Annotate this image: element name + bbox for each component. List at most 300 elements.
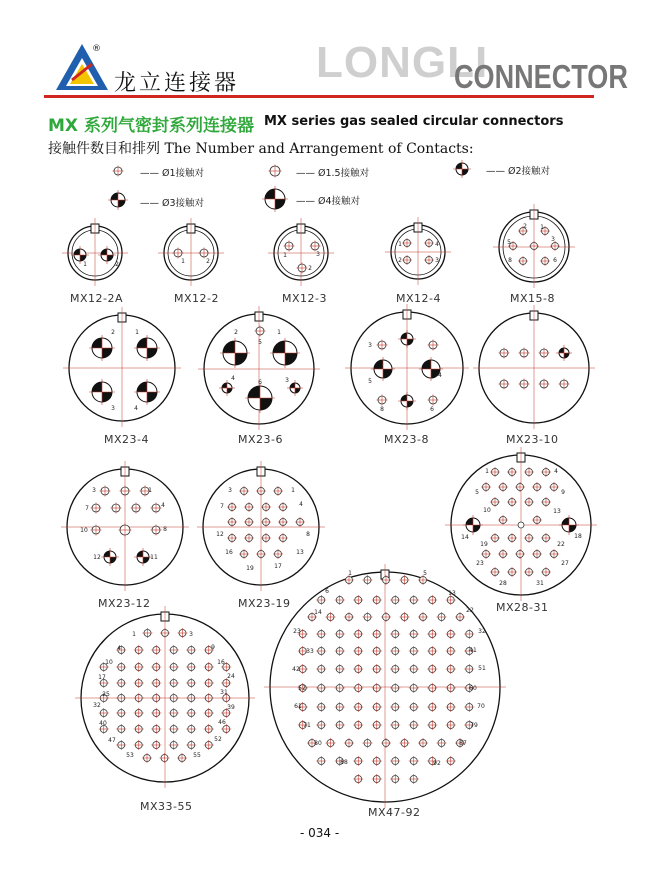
connector-label: MX23-19	[238, 597, 291, 610]
contact-icon	[111, 503, 122, 514]
contact-quadrant	[466, 518, 473, 525]
contact-icon	[409, 646, 419, 656]
contact-icon	[91, 503, 102, 514]
contact-icon	[186, 693, 196, 703]
large-contact-icon	[398, 392, 416, 410]
pin-number: 71	[303, 722, 311, 729]
pin-number: 40	[99, 720, 107, 727]
contact-icon	[455, 612, 465, 622]
pin-number: 2	[398, 257, 402, 264]
pin-number: 5	[475, 489, 479, 496]
contact-icon	[377, 340, 388, 351]
pin-number: 18	[574, 533, 582, 540]
contact-icon	[524, 497, 534, 507]
contact-icon	[99, 708, 109, 718]
contact-icon	[353, 756, 363, 766]
contact-icon	[427, 702, 437, 712]
contact-icon	[400, 738, 410, 748]
contact-icon	[390, 774, 400, 784]
contact-icon	[446, 702, 456, 712]
pin-number: 5	[507, 239, 511, 246]
contact-icon	[199, 248, 210, 259]
contact-icon	[269, 165, 282, 178]
contact-icon	[273, 549, 283, 559]
contact-icon	[344, 738, 354, 748]
contact-icon	[372, 683, 382, 693]
pin-number: 10	[105, 659, 113, 666]
contact-icon	[372, 629, 382, 639]
pin-number: 46	[218, 719, 226, 726]
connector-mx33-55	[75, 606, 255, 788]
contact-icon	[446, 720, 456, 730]
pin-number: 52	[214, 736, 222, 743]
large-contact-icon	[287, 380, 303, 396]
contact-icon	[227, 517, 237, 527]
contact-icon	[424, 238, 434, 248]
contact-icon	[169, 645, 179, 655]
contact-icon	[316, 595, 326, 605]
contact-icon	[353, 664, 363, 674]
pin-number: 4	[231, 375, 235, 382]
contact-icon	[178, 628, 188, 638]
legend-label-d1: —— Ø1接触对	[140, 168, 205, 179]
contact-quadrant	[118, 200, 125, 207]
large-contact-icon	[89, 379, 115, 405]
pin-number: 3	[435, 257, 439, 264]
contact-icon	[335, 664, 345, 674]
contact-icon	[316, 629, 326, 639]
contact-icon	[539, 379, 550, 390]
contact-icon	[539, 348, 550, 359]
pin-number: 22	[466, 607, 474, 614]
contact-icon	[186, 678, 196, 688]
contact-quadrant	[110, 557, 116, 563]
pin-number: 92	[433, 760, 441, 767]
contact-icon	[524, 567, 534, 577]
contact-quadrant	[422, 360, 431, 369]
contact-icon	[437, 612, 447, 622]
contact-quadrant	[290, 383, 295, 388]
connector-mx23-12	[61, 461, 189, 591]
pin-number: 19	[246, 565, 254, 572]
contact-icon	[186, 708, 196, 718]
pin-number: 4	[435, 241, 439, 248]
contact-quadrant	[92, 382, 102, 392]
series-title-cn: MX 系列气密封系列连接器	[48, 116, 254, 136]
contact-icon	[446, 629, 456, 639]
pin-number: 12	[93, 554, 101, 561]
contact-icon	[310, 241, 321, 252]
contact-icon	[507, 533, 517, 543]
contact-icon	[418, 612, 428, 622]
trademark-mark: ®	[92, 44, 101, 54]
contact-icon	[316, 702, 326, 712]
pin-number: 79	[470, 722, 478, 729]
pin-number: 4	[554, 468, 558, 475]
pin-number: 4	[161, 502, 165, 509]
contact-icon	[335, 595, 345, 605]
contact-icon	[427, 664, 437, 674]
contact-icon	[490, 533, 500, 543]
pin-number: 53	[126, 752, 134, 759]
connector-label: MX23-10	[506, 433, 559, 446]
pin-number: 8	[508, 257, 512, 264]
contact-icon	[363, 575, 373, 585]
contact-icon	[151, 724, 161, 734]
contact-icon	[490, 467, 500, 477]
contact-icon	[204, 708, 214, 718]
pin-number: 2	[115, 261, 119, 268]
large-contact-icon	[398, 330, 416, 348]
contact-icon	[381, 612, 391, 622]
contact-icon	[437, 738, 447, 748]
contact-icon	[515, 549, 525, 559]
pin-number: 3	[368, 342, 372, 349]
pin-number: 1	[398, 241, 402, 248]
large-contact-icon	[245, 383, 275, 413]
legend-label-d15: —— Ø1.5接触对	[296, 168, 370, 179]
pin-number: 14	[314, 609, 322, 616]
contact-icon	[372, 595, 382, 605]
large-contact-icon	[559, 515, 579, 535]
contact-icon	[169, 708, 179, 718]
pin-number: 2	[308, 265, 312, 272]
connector-mx23-10	[473, 305, 595, 429]
contact-quadrant	[143, 557, 149, 563]
contact-icon	[549, 549, 559, 559]
contact-icon	[390, 646, 400, 656]
contact-quadrant	[222, 383, 227, 388]
contact-quadrant	[456, 163, 462, 169]
pin-number: 23	[476, 560, 484, 567]
contact-icon	[464, 664, 474, 674]
contact-icon	[261, 502, 271, 512]
large-contact-icon	[219, 380, 235, 396]
contact-icon	[204, 662, 214, 672]
contact-icon	[515, 482, 525, 492]
connector-label: MX23-12	[98, 597, 151, 610]
pin-number: 52	[298, 685, 306, 692]
contact-icon	[160, 628, 170, 638]
contact-icon	[160, 753, 170, 763]
pin-number: 7	[220, 503, 224, 510]
pin-number: 87	[459, 740, 467, 747]
arrangement-heading: 接触件数目和排列 The Number and Arrangement of Contacts:	[48, 141, 474, 157]
pin-number: 4	[117, 645, 121, 652]
pin-number: 1	[291, 487, 295, 494]
legend-label-d3: —— Ø3接触对	[140, 198, 205, 209]
pin-number: 8	[380, 406, 384, 413]
pin-number: 2	[523, 223, 527, 230]
pin-number: 6	[258, 379, 262, 386]
contact-icon	[116, 662, 126, 672]
contact-icon	[377, 395, 388, 406]
large-contact-icon	[270, 338, 300, 368]
contact-icon	[256, 486, 266, 496]
legend-label-d4: —— Ø4接触对	[296, 196, 361, 207]
pin-number: 70	[477, 703, 485, 710]
pin-number: 3	[92, 487, 96, 494]
contact-icon	[177, 753, 187, 763]
contact-icon	[372, 664, 382, 674]
contact-icon	[427, 629, 437, 639]
pin-number: 1	[135, 329, 139, 336]
connector-label: MX23-6	[238, 433, 283, 446]
pin-number: 1	[348, 570, 352, 577]
contact-icon	[353, 702, 363, 712]
contact-icon	[372, 756, 382, 766]
contact-icon	[529, 241, 539, 251]
contact-icon	[363, 612, 373, 622]
contact-icon	[151, 708, 161, 718]
connector-label: MX33-55	[140, 800, 193, 813]
connector-mx12-3	[268, 218, 334, 286]
connector-mx23-4	[63, 307, 181, 427]
contact-icon	[507, 467, 517, 477]
contact-quadrant	[235, 353, 247, 365]
pin-number: 3	[316, 251, 320, 258]
contact-quadrant	[104, 551, 110, 557]
connector-mx12-2	[158, 218, 224, 286]
contact-quadrant	[101, 249, 107, 255]
pin-number: 17	[274, 563, 282, 570]
contact-icon	[427, 720, 437, 730]
contact-icon	[518, 256, 528, 266]
contact-icon	[119, 524, 132, 537]
pin-number: 16	[217, 659, 225, 666]
pin-number: 41	[469, 647, 477, 654]
pin-number: 22	[557, 541, 565, 548]
contact-icon	[372, 774, 382, 784]
contact-icon	[446, 756, 456, 766]
pin-number: 9	[561, 489, 565, 496]
pin-number: 1	[148, 487, 152, 494]
contact-icon	[169, 740, 179, 750]
large-contact-icon	[98, 246, 116, 264]
contact-icon	[499, 379, 510, 390]
contact-icon	[316, 720, 326, 730]
contact-icon	[402, 255, 412, 265]
pin-number: 2	[111, 329, 115, 336]
pin-number: 2	[206, 258, 210, 265]
contact-icon	[134, 662, 144, 672]
contact-icon	[261, 517, 271, 527]
contact-icon	[116, 693, 126, 703]
contact-quadrant	[569, 525, 576, 532]
contact-icon	[427, 646, 437, 656]
contact-quadrant	[407, 401, 413, 407]
connector-label: MX12-3	[282, 292, 327, 305]
large-contact-icon	[89, 335, 115, 361]
large-contact-icon	[101, 548, 119, 566]
pin-number: 13	[553, 508, 561, 515]
pin-number: 47	[108, 737, 116, 744]
contact-icon	[409, 629, 419, 639]
pin-number: 17	[98, 674, 106, 681]
contact-icon	[532, 482, 542, 492]
connector-label: MX23-4	[104, 433, 149, 446]
pin-number: 19	[480, 541, 488, 548]
contact-icon	[335, 720, 345, 730]
contact-icon	[498, 482, 508, 492]
contact-icon	[278, 533, 288, 543]
connector-label: MX12-2	[174, 292, 219, 305]
contact-quadrant	[564, 353, 569, 358]
contact-icon	[151, 503, 162, 514]
contact-icon	[116, 740, 126, 750]
contact-quadrant	[102, 392, 112, 402]
contact-icon	[134, 740, 144, 750]
contact-quadrant	[562, 518, 569, 525]
contact-quadrant	[223, 341, 235, 353]
connector-label: MX12-2A	[70, 292, 124, 305]
contact-icon	[524, 533, 534, 543]
contact-icon	[353, 629, 363, 639]
contact-icon	[255, 326, 266, 337]
contact-icon	[353, 595, 363, 605]
connector-label: MX47-92	[368, 806, 421, 819]
contact-icon	[532, 515, 542, 525]
contact-icon	[428, 340, 439, 351]
contact-icon	[142, 753, 152, 763]
pin-number: 1	[485, 468, 489, 475]
contact-icon	[446, 664, 456, 674]
contact-icon	[186, 645, 196, 655]
contact-icon	[549, 482, 559, 492]
connector-mx28-31	[445, 447, 597, 601]
contact-icon	[400, 612, 410, 622]
pin-number: 12	[216, 531, 224, 538]
pin-number: 5	[423, 570, 427, 577]
contact-icon	[446, 683, 456, 693]
pin-number: 31	[536, 580, 544, 587]
contact-icon	[143, 628, 153, 638]
contact-icon	[390, 702, 400, 712]
contact-icon	[390, 595, 400, 605]
contact-icon	[499, 348, 510, 359]
contact-icon	[335, 646, 345, 656]
contact-icon	[541, 497, 551, 507]
pin-number: 6	[325, 588, 329, 595]
contact-icon	[295, 517, 305, 527]
pin-number: 39	[227, 704, 235, 711]
pin-number: 3	[285, 377, 289, 384]
pin-number: 4	[299, 501, 303, 508]
contact-quadrant	[275, 199, 285, 209]
contact-icon	[227, 502, 237, 512]
contact-icon	[446, 646, 456, 656]
pin-number: 42	[292, 666, 300, 673]
pin-number: 33	[306, 648, 314, 655]
contact-quadrant	[248, 386, 260, 398]
contact-icon	[326, 612, 336, 622]
contact-icon	[409, 702, 419, 712]
contact-quadrant	[407, 339, 413, 345]
contact-icon	[344, 612, 354, 622]
contact-icon	[204, 724, 214, 734]
connector-mx23-8	[345, 304, 469, 430]
contact-icon	[353, 646, 363, 656]
contact-icon	[134, 708, 144, 718]
contact-icon	[91, 525, 102, 536]
pin-number: 1	[283, 252, 287, 259]
pin-number: 5	[368, 378, 372, 385]
pin-number: 32	[478, 628, 486, 635]
brand-name-cn: 龙立连接器	[114, 71, 240, 96]
contact-icon	[335, 702, 345, 712]
contact-icon	[481, 549, 491, 559]
contact-icon	[169, 662, 179, 672]
contact-icon	[131, 503, 142, 514]
contact-icon	[409, 720, 419, 730]
pin-number: 8	[306, 531, 310, 538]
contact-icon	[427, 595, 437, 605]
contact-icon	[390, 683, 400, 693]
contact-quadrant	[147, 392, 157, 402]
contact-icon	[169, 678, 179, 688]
contact-icon	[507, 497, 517, 507]
contact-icon	[151, 525, 162, 536]
contact-quadrant	[374, 360, 383, 369]
pin-number: 1	[540, 224, 544, 231]
contact-icon	[316, 683, 326, 693]
contact-icon	[498, 549, 508, 559]
pin-number: 7	[85, 505, 89, 512]
contact-icon	[541, 467, 551, 477]
contact-icon	[239, 549, 249, 559]
contact-icon	[316, 756, 326, 766]
pin-number: 1	[83, 261, 87, 268]
connector-mx15-8	[493, 204, 575, 288]
pin-number: 31	[220, 689, 228, 696]
contact-icon	[498, 515, 508, 525]
pin-number: 10	[483, 507, 491, 514]
pin-number: 11	[150, 554, 158, 561]
connector-mx23-19	[197, 461, 325, 591]
contact-quadrant	[285, 353, 297, 365]
contact-icon	[464, 629, 474, 639]
contact-icon	[390, 756, 400, 766]
contact-icon	[256, 549, 266, 559]
contact-icon	[372, 720, 382, 730]
pin-number: 88	[340, 759, 348, 766]
contact-icon	[409, 756, 419, 766]
pin-number: 6	[430, 406, 434, 413]
contact-icon	[261, 533, 271, 543]
contact-icon	[244, 502, 254, 512]
page-number: - 034 -	[300, 826, 340, 840]
pin-number: 16	[225, 549, 233, 556]
contact-icon	[353, 774, 363, 784]
pin-number: 5	[258, 339, 262, 346]
connector-label: MX15-8	[510, 292, 555, 305]
pin-number: 13	[448, 590, 456, 597]
pin-number: 28	[499, 580, 507, 587]
pin-number: 1	[181, 258, 185, 265]
contact-icon	[418, 738, 428, 748]
large-contact-icon	[134, 379, 160, 405]
contact-icon	[409, 595, 419, 605]
contact-icon	[541, 533, 551, 543]
contact-icon	[100, 486, 111, 497]
large-contact-icon	[371, 357, 395, 381]
connector-mx47-92	[264, 564, 506, 808]
pin-number: 8	[163, 526, 167, 533]
contact-icon	[409, 683, 419, 693]
contact-icon	[353, 720, 363, 730]
pin-number: 6	[553, 257, 557, 264]
contact-icon	[372, 646, 382, 656]
